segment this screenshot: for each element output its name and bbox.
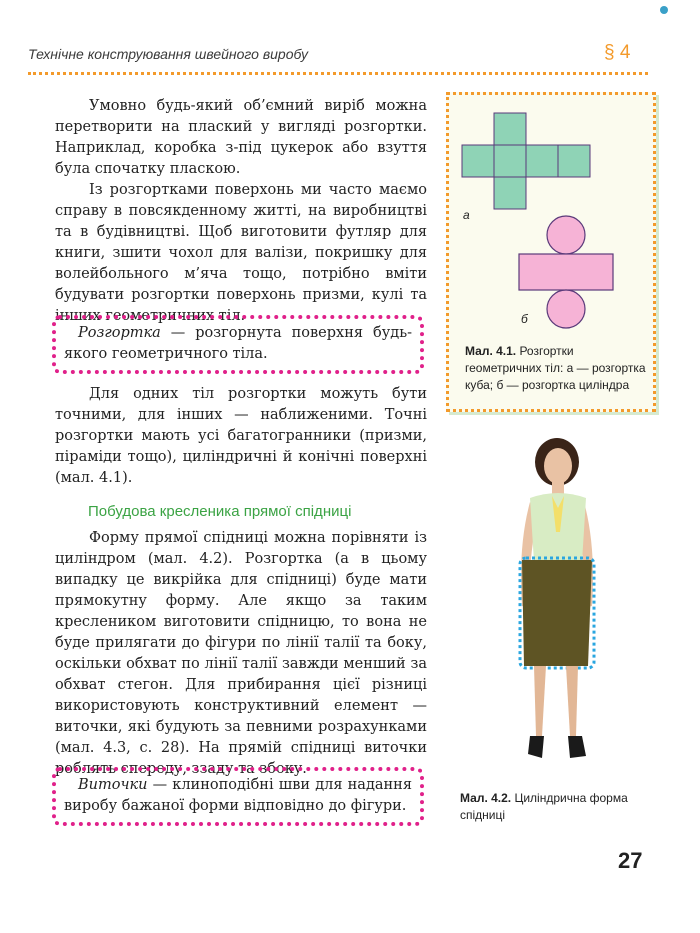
definition-box-vytochky — [52, 767, 424, 826]
figure-4-2-caption-text: Циліндрична форма спідниці — [460, 791, 628, 822]
paragraph-3: Для одних тіл розгортки можуть бути точними, для інших — наближеними. Точні розгортки мають усі багатогранники (призми, піраміди тощо), циліндричні й конічні поверхні (мал. 4.1). — [55, 386, 427, 486]
figure-4-1-caption-text: Розгортки геометричних тіл: а — розгортка куба; б — розгортка циліндра — [465, 344, 646, 392]
paragraph-4: Форму прямої спідниці можна порівняти із циліндром (мал. 4.2). Розгортка (а в цьому випадку це викрійка для спідниці) буде мати прямокутну форму. Але якщо за таким креслеником виготовити спідницю, то вона не буде прилягати до фігури по лінії талії та боку, оскільки обхват по лінії талії завжди менший за обхват стегон. Для прибирання цієї різниці використовують конструктивний елемент — виточки, які будують за певними розрахунками (мал. 4.3, с. 28). На прямій спідниці виточки роблять спереду, ззаду та збоку. — [55, 530, 427, 777]
figure-4-1-number: Мал. 4.1. — [465, 344, 517, 358]
cube-face-bottom — [494, 177, 526, 209]
face — [544, 448, 572, 484]
subheading: Побудова кресленика прямої спідниці — [88, 503, 352, 520]
right-shoe — [568, 736, 586, 758]
cube-face-top — [494, 113, 526, 145]
definition-1 — [64, 323, 412, 365]
body-text-bottom — [55, 528, 427, 780]
definition-2-text: — клиноподібні шви для надання виробу бажаної форми відповідно до фігури. — [64, 777, 412, 814]
figure-4-1-caption — [465, 343, 649, 394]
cylinder-side-rect — [519, 254, 613, 290]
cube-face-center — [494, 145, 526, 177]
cube-face-right — [526, 145, 558, 177]
figure-4-1-drawing — [449, 95, 653, 335]
definition-2 — [64, 775, 412, 817]
paragraph-2: Із розгортками поверхонь ми часто маємо справу в повсякденному житті, на виробництві та в будівництві. Щоб виготовити футляр для книги, зшити чохол для валізи, покришку для волейбольного м’яча тощо, потрібно вміти будувати розгортки поверхонь призми, кулі та інших геометричних тіл. — [55, 182, 427, 324]
cube-net — [462, 113, 590, 209]
cylinder-top-circle — [547, 216, 585, 254]
definition-2-term: Виточки — [78, 777, 148, 793]
figure-4-2-woman — [500, 436, 620, 776]
figure-4-2-caption — [460, 790, 650, 824]
label-b: б — [521, 312, 528, 326]
paragraph-1: Умовно будь-який об’ємний виріб можна перетворити на плаский у вигляді розгортки. Наприклад, коробка з-під цукерок або взуття була спочатку пласкою. — [55, 98, 427, 177]
body-text-top — [55, 96, 427, 327]
logo-icon — [660, 6, 668, 14]
cube-face-far-right — [558, 145, 590, 177]
section-number: § 4 — [604, 42, 631, 63]
cylinder-net — [519, 216, 613, 328]
page-number: 27 — [618, 848, 643, 873]
definition-1-text: — розгорнута поверхня будь-якого геометричного тіла. — [64, 325, 412, 362]
figure-4-2-number: Мал. 4.2. — [460, 791, 512, 805]
figure-4-1-box — [446, 92, 656, 412]
skirt — [522, 560, 592, 666]
label-a: а — [463, 208, 470, 222]
right-leg — [566, 666, 578, 736]
definition-box-razhortka — [52, 315, 424, 374]
header-divider — [28, 72, 648, 75]
body-text-middle — [55, 384, 427, 489]
left-leg — [534, 666, 546, 736]
definition-1-term: Розгортка — [78, 325, 161, 341]
running-header-title: Технічне конструювання швейного виробу — [28, 46, 309, 62]
publisher-logo — [660, 4, 670, 14]
left-shoe — [528, 736, 544, 758]
cube-face-left — [462, 145, 494, 177]
cylinder-bottom-circle — [547, 290, 585, 328]
